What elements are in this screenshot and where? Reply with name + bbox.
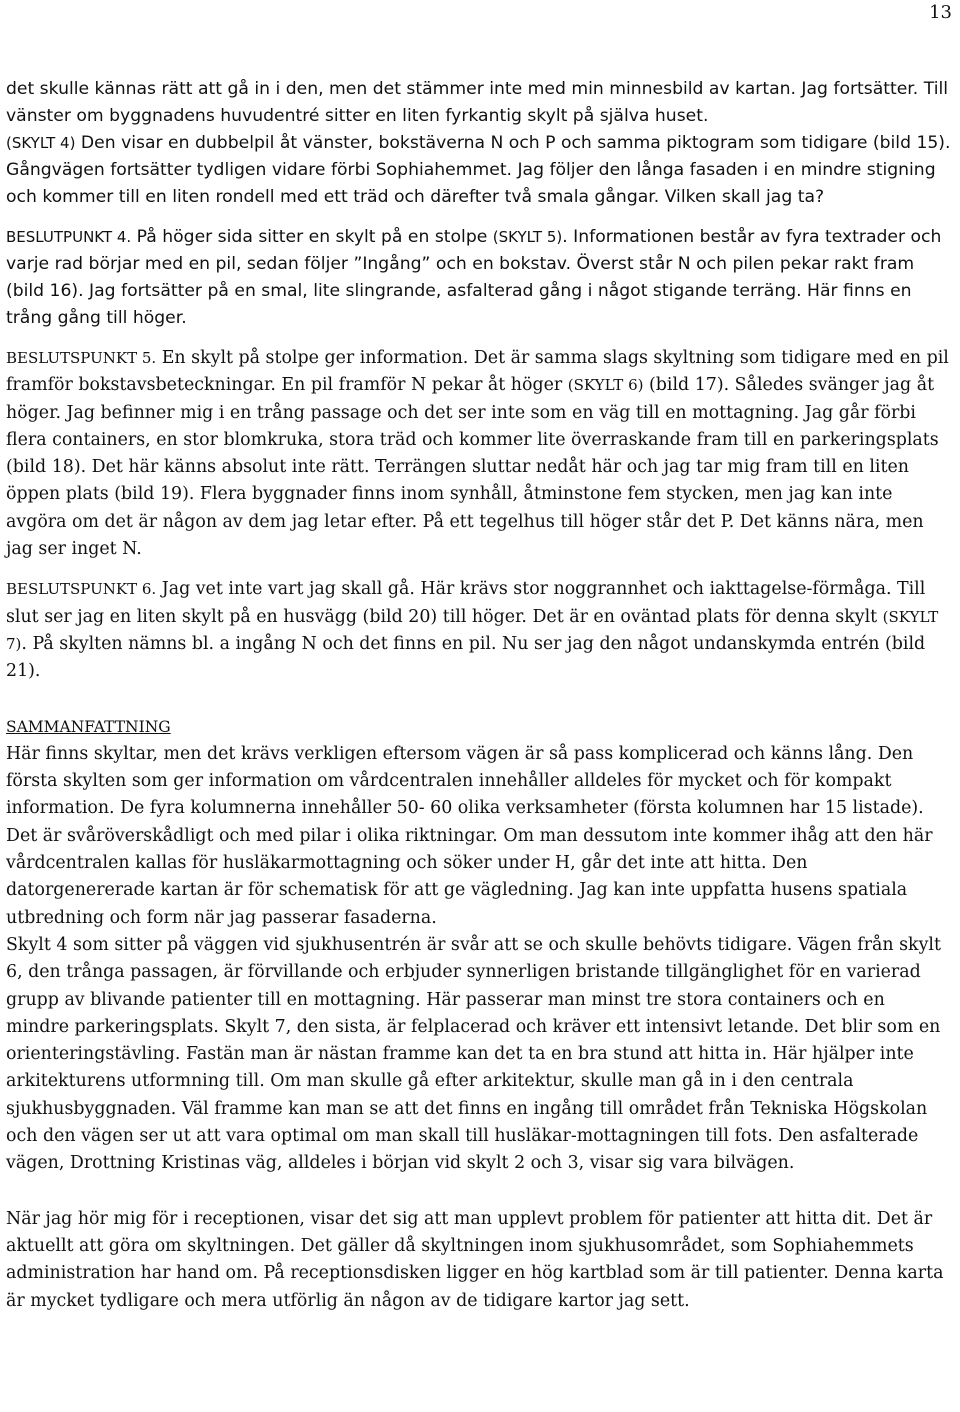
paragraph-text: En skylt på stolpe ger information. Det är samma slags skyltning som tidigare med en pil framför bokstavsbeteckningar. En pil framför N pekar åt höger <box>6 348 949 396</box>
sign-reference: (SKYLT 7) <box>6 607 939 653</box>
paragraph-text: På höger sida sitter en skylt på en stolpe <box>131 227 493 247</box>
decision-point-label: BESLUTSPUNKT 6. <box>6 580 157 599</box>
decision-point-label: BESLUTPUNKT 4. <box>6 228 132 246</box>
paragraph-skylt-4 <box>6 76 952 211</box>
paragraph-reception: När jag hör mig för i receptionen, visar det sig att man upplevt problem för patienter att hitta dit. Det är aktuellt att göra om skyltningen. Det gäller då skyltningen inom sjukhusområdet, som Sophiahemmets administration har hand om. På receptionsdisken ligger en hög kartblad som är till patienter. Denna karta är mycket tydligare och mera utförlig än någon av de tidigare kartor jag sett. <box>6 1208 944 1311</box>
paragraph-text: det skulle kännas rätt att gå in i den, men det stämmer inte med min minnesbild av kartan. Jag fortsätter. Till vänster om byggnadens huvudentré sitter en liten fyrkantig skylt på själva huset. <box>6 79 949 126</box>
paragraph-beslutpunkt-4 <box>6 224 952 332</box>
sign-reference: (SKYLT 6) <box>567 376 644 395</box>
page-number: 13 <box>929 2 952 23</box>
paragraph-beslutspunkt-6 <box>6 576 952 685</box>
summary-paragraph-1: Här finns skyltar, men det krävs verkligen eftersom vägen är så pass komplicerad och känns lång. Den första skylten som ger information om vårdcentralen innehåller alldeles för mycket och för kompakt information. De fyra kolumnerna innehåller 50- 60 olika verksamheter (första kolumnen har 15 listade). Det är svåröverskådligt och med pilar i olika riktningar. Om man dessutom inte kommer ihåg att den här vårdcentralen kallas för husläkarmottagning och söker under H, går det inte att hitta. Den datorgenererade kartan är för schematisk för att ge vägledning. Jag kan inte uppfatta husens spatiala utbredning och form när jag passerar fasaderna. <box>6 743 933 928</box>
summary-paragraph-2: Skylt 4 som sitter på väggen vid sjukhusentrén är svår att se och skulle behövts tidigare. Vägen från skylt 6, den trånga passagen, är förvillande och erbjuder synnerligen bristande tillgänglighet för en varierad grupp av blivande patienter till en mottagning. Här passerar man minst tre stora containers och en mindre parkeringsplats. Skylt 7, den sista, är felplacerad och kräver ett intensivt letande. Det blir som en orienteringstävling. Fastän man är nästan framme kan det ta en bra stund att hitta in. Här hjälper inte arkitekturens utformning till. Om man skulle gå efter arkitektur, skulle man gå in i den centrala sjukhusbyggnaden. Väl framme kan man se att det finns en ingång till området från Tekniska Högskolan och den vägen ser ut att vara optimal om man skall till husläkar-mottagningen till fots. Den asfalterade vägen, Drottning Kristinas väg, alldeles i början vid skylt 2 och 3, visar sig vara bilvägen. <box>6 934 941 1174</box>
paragraph-text: . På skylten nämns bl. a ingång N och det finns en pil. Nu ser jag den något undanskymda entrén (bild 21). <box>6 633 926 682</box>
paragraph-text: Jag vet inte vart jag skall gå. Här krävs stor noggrannhet och iakttagelse-förmåga. Till slut ser jag en liten skylt på en husvägg (bild 20) till höger. Det är en oväntad plats för denna skylt <box>6 579 926 627</box>
decision-point-label: BESLUTSPUNKT 5. <box>6 349 157 367</box>
summary-heading: SAMMANFATTNING <box>6 717 171 736</box>
paragraph-beslutspunkt-5 <box>6 345 952 563</box>
sign-reference: (SKYLT 4) <box>6 134 76 152</box>
paragraph-text: . Informationen består av fyra textrader och varje rad börjar med en pil, sedan följer ”Ingång” och en bokstav. Överst står N och pilen pekar rakt fram (bild 16). Jag fortsätter på en smal, lite slingrande, asfalterad gång i något stigande terräng. Här finns en trång gång till höger. <box>6 227 942 328</box>
paragraph-text: Den visar en dubbelpil åt vänster, bokstäverna N och P och samma piktogram som tidigare (bild 15). Gångvägen fortsätter tydligen vidare förbi Sophiahemmet. Jag följer den långa fasaden i en mindre stigning och kommer till en liten rondell med ett träd och därefter två smala gångar. Vilken skall jag ta? <box>6 133 951 207</box>
document-body <box>6 76 952 1315</box>
paragraph-text: (bild 17). Således svänger jag åt höger. Jag befinner mig i en trång passage och det ser inte som en väg till en mottagning. Jag går förbi flera containers, en stor blomkruka, stora träd och kommer lite överraskande fram till en parkeringsplats (bild 18). Det här känns absolut inte rätt. Terrängen sluttar nedåt här och jag tar mig fram till en liten öppen plats (bild 19). Flera byggnader finns inom synhåll, åtminstone fem stycken, men jag kan inte avgöra om det är någon av dem jag letar efter. På ett tegelhus till höger står det P. Det känns nära, men jag ser inget N. <box>6 375 939 560</box>
sign-reference: (SKYLT 5) <box>492 228 563 246</box>
